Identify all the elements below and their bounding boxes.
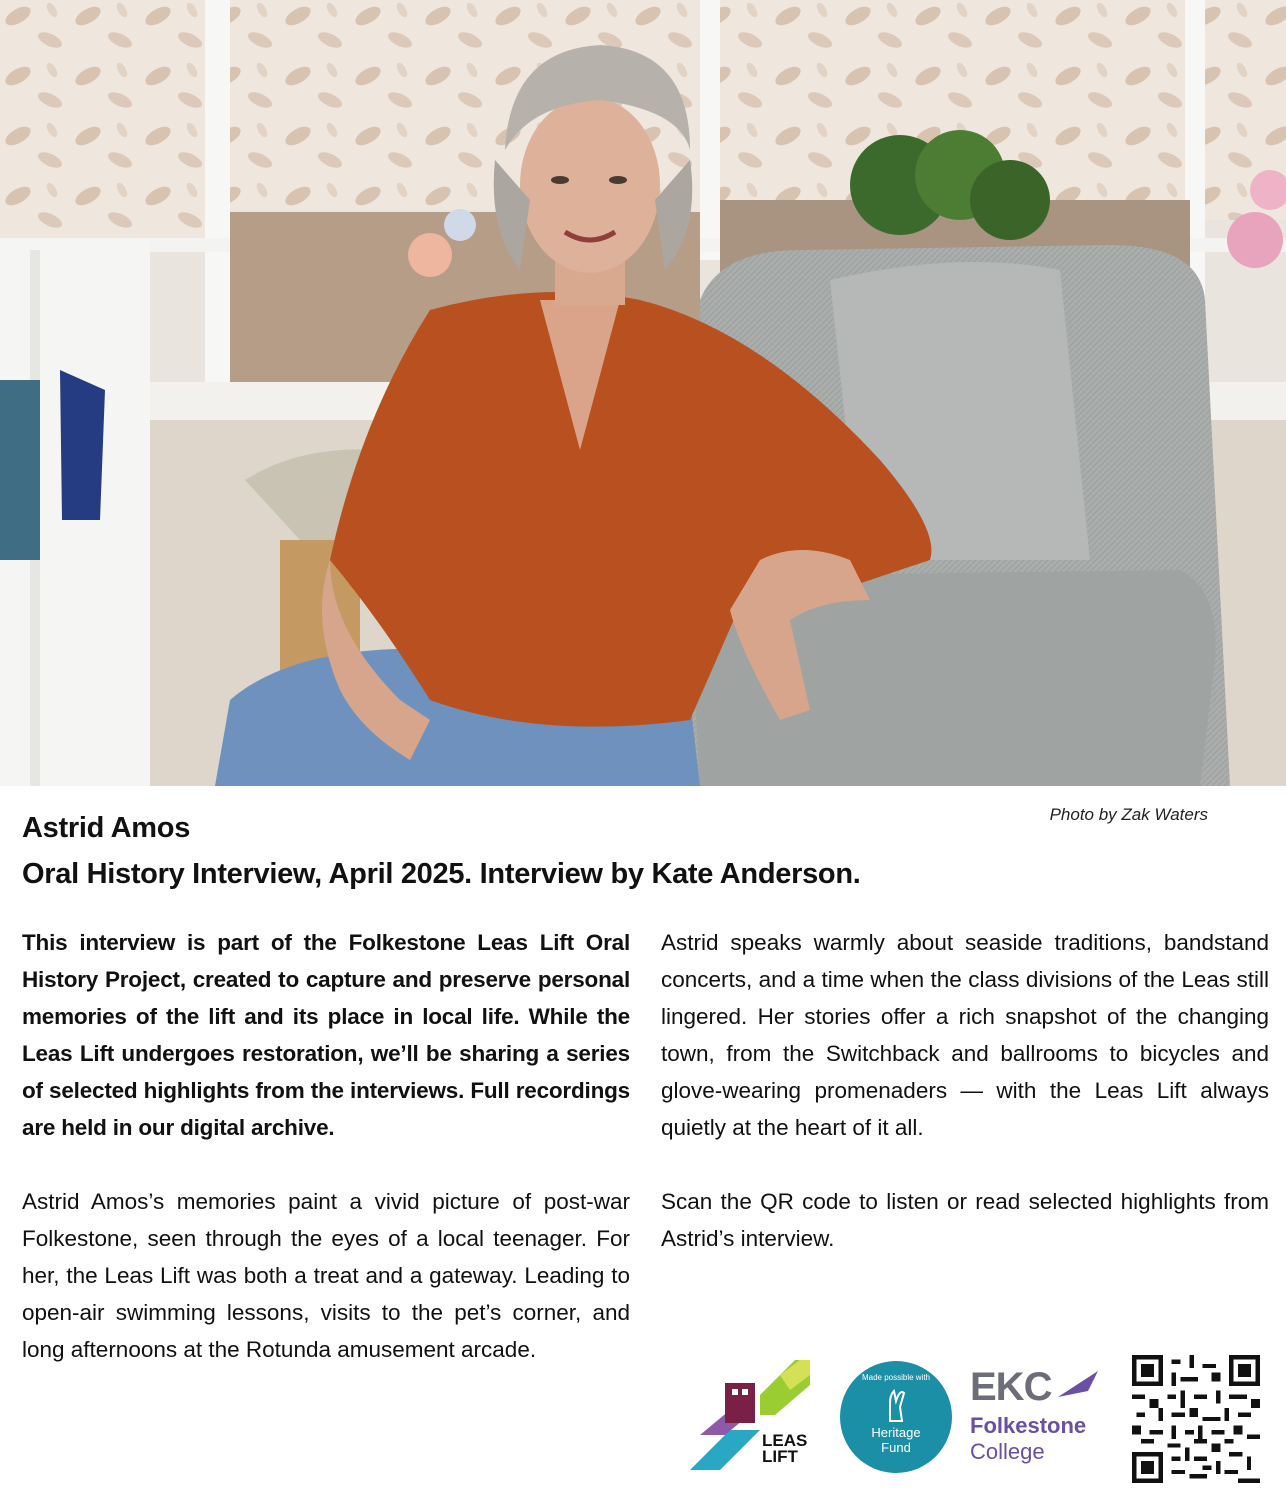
logo-strip [670, 1355, 1270, 1485]
leas-lift-logo [670, 1355, 820, 1473]
intro-paragraph: This interview is part of the Folkestone Leas Lift Oral History Project, created to capture and preserve personal memories of the lift and its place in local life. While the Leas Lift undergoes restoration, we’ll be sharing a series of selected highlights from the interviews. Full recordings are held in our digital archive. [22, 930, 630, 1140]
heritage-fund-line2: Fund [881, 1440, 911, 1455]
qr-instruction-paragraph: Scan the QR code to listen or read selected highlights from Astrid’s interview. [661, 1189, 1269, 1251]
qr-code-icon[interactable] [1132, 1355, 1260, 1483]
ekc-folkestone-text: Folkestone [970, 1413, 1087, 1438]
memories-paragraph: Astrid Amos’s memories paint a vivid picture of post-war Folkestone, seen through the eyes of a local teenager. For her, the Leas Lift was both a treat and a gateway. Leading to open-air swimming lessons, visits to the pet’s corner, and long afternoons at the Rotunda amusement arcade. [22, 1189, 630, 1362]
left-column [22, 924, 630, 1405]
interview-subtitle: Oral History Interview, April 2025. Interview by Kate Anderson. [22, 858, 861, 890]
leas-lift-text-line1: LEAS [762, 1431, 808, 1450]
qr-code-graphic [1132, 1355, 1260, 1483]
crossed-fingers-icon [880, 1387, 912, 1423]
ekc-swoosh-icon [1058, 1369, 1102, 1399]
heritage-fund-line1: Heritage [871, 1425, 921, 1440]
right-column [661, 924, 1269, 1294]
photo-credit: Photo by Zak Waters [1049, 805, 1208, 824]
interviewee-name: Astrid Amos [22, 812, 191, 844]
ekc-wordmark: EKC [970, 1365, 1052, 1409]
ekc-college-text: College [970, 1439, 1045, 1464]
heritage-fund-tagline: Made possible with [861, 1373, 931, 1382]
leas-lift-text-line2: LIFT [762, 1447, 798, 1466]
heritage-fund-logo [840, 1361, 952, 1473]
stories-paragraph: Astrid speaks warmly about seaside traditions, bandstand concerts, and a time when the class divisions of the Leas still lingered. Her stories offer a rich snapshot of the changing town, from the Switchback and ballrooms to bicycles and glove-wearing promenaders — with the Leas Lift always quietly at the heart of it all. [661, 930, 1269, 1140]
ekc-folkestone-college-logo [970, 1365, 1120, 1475]
